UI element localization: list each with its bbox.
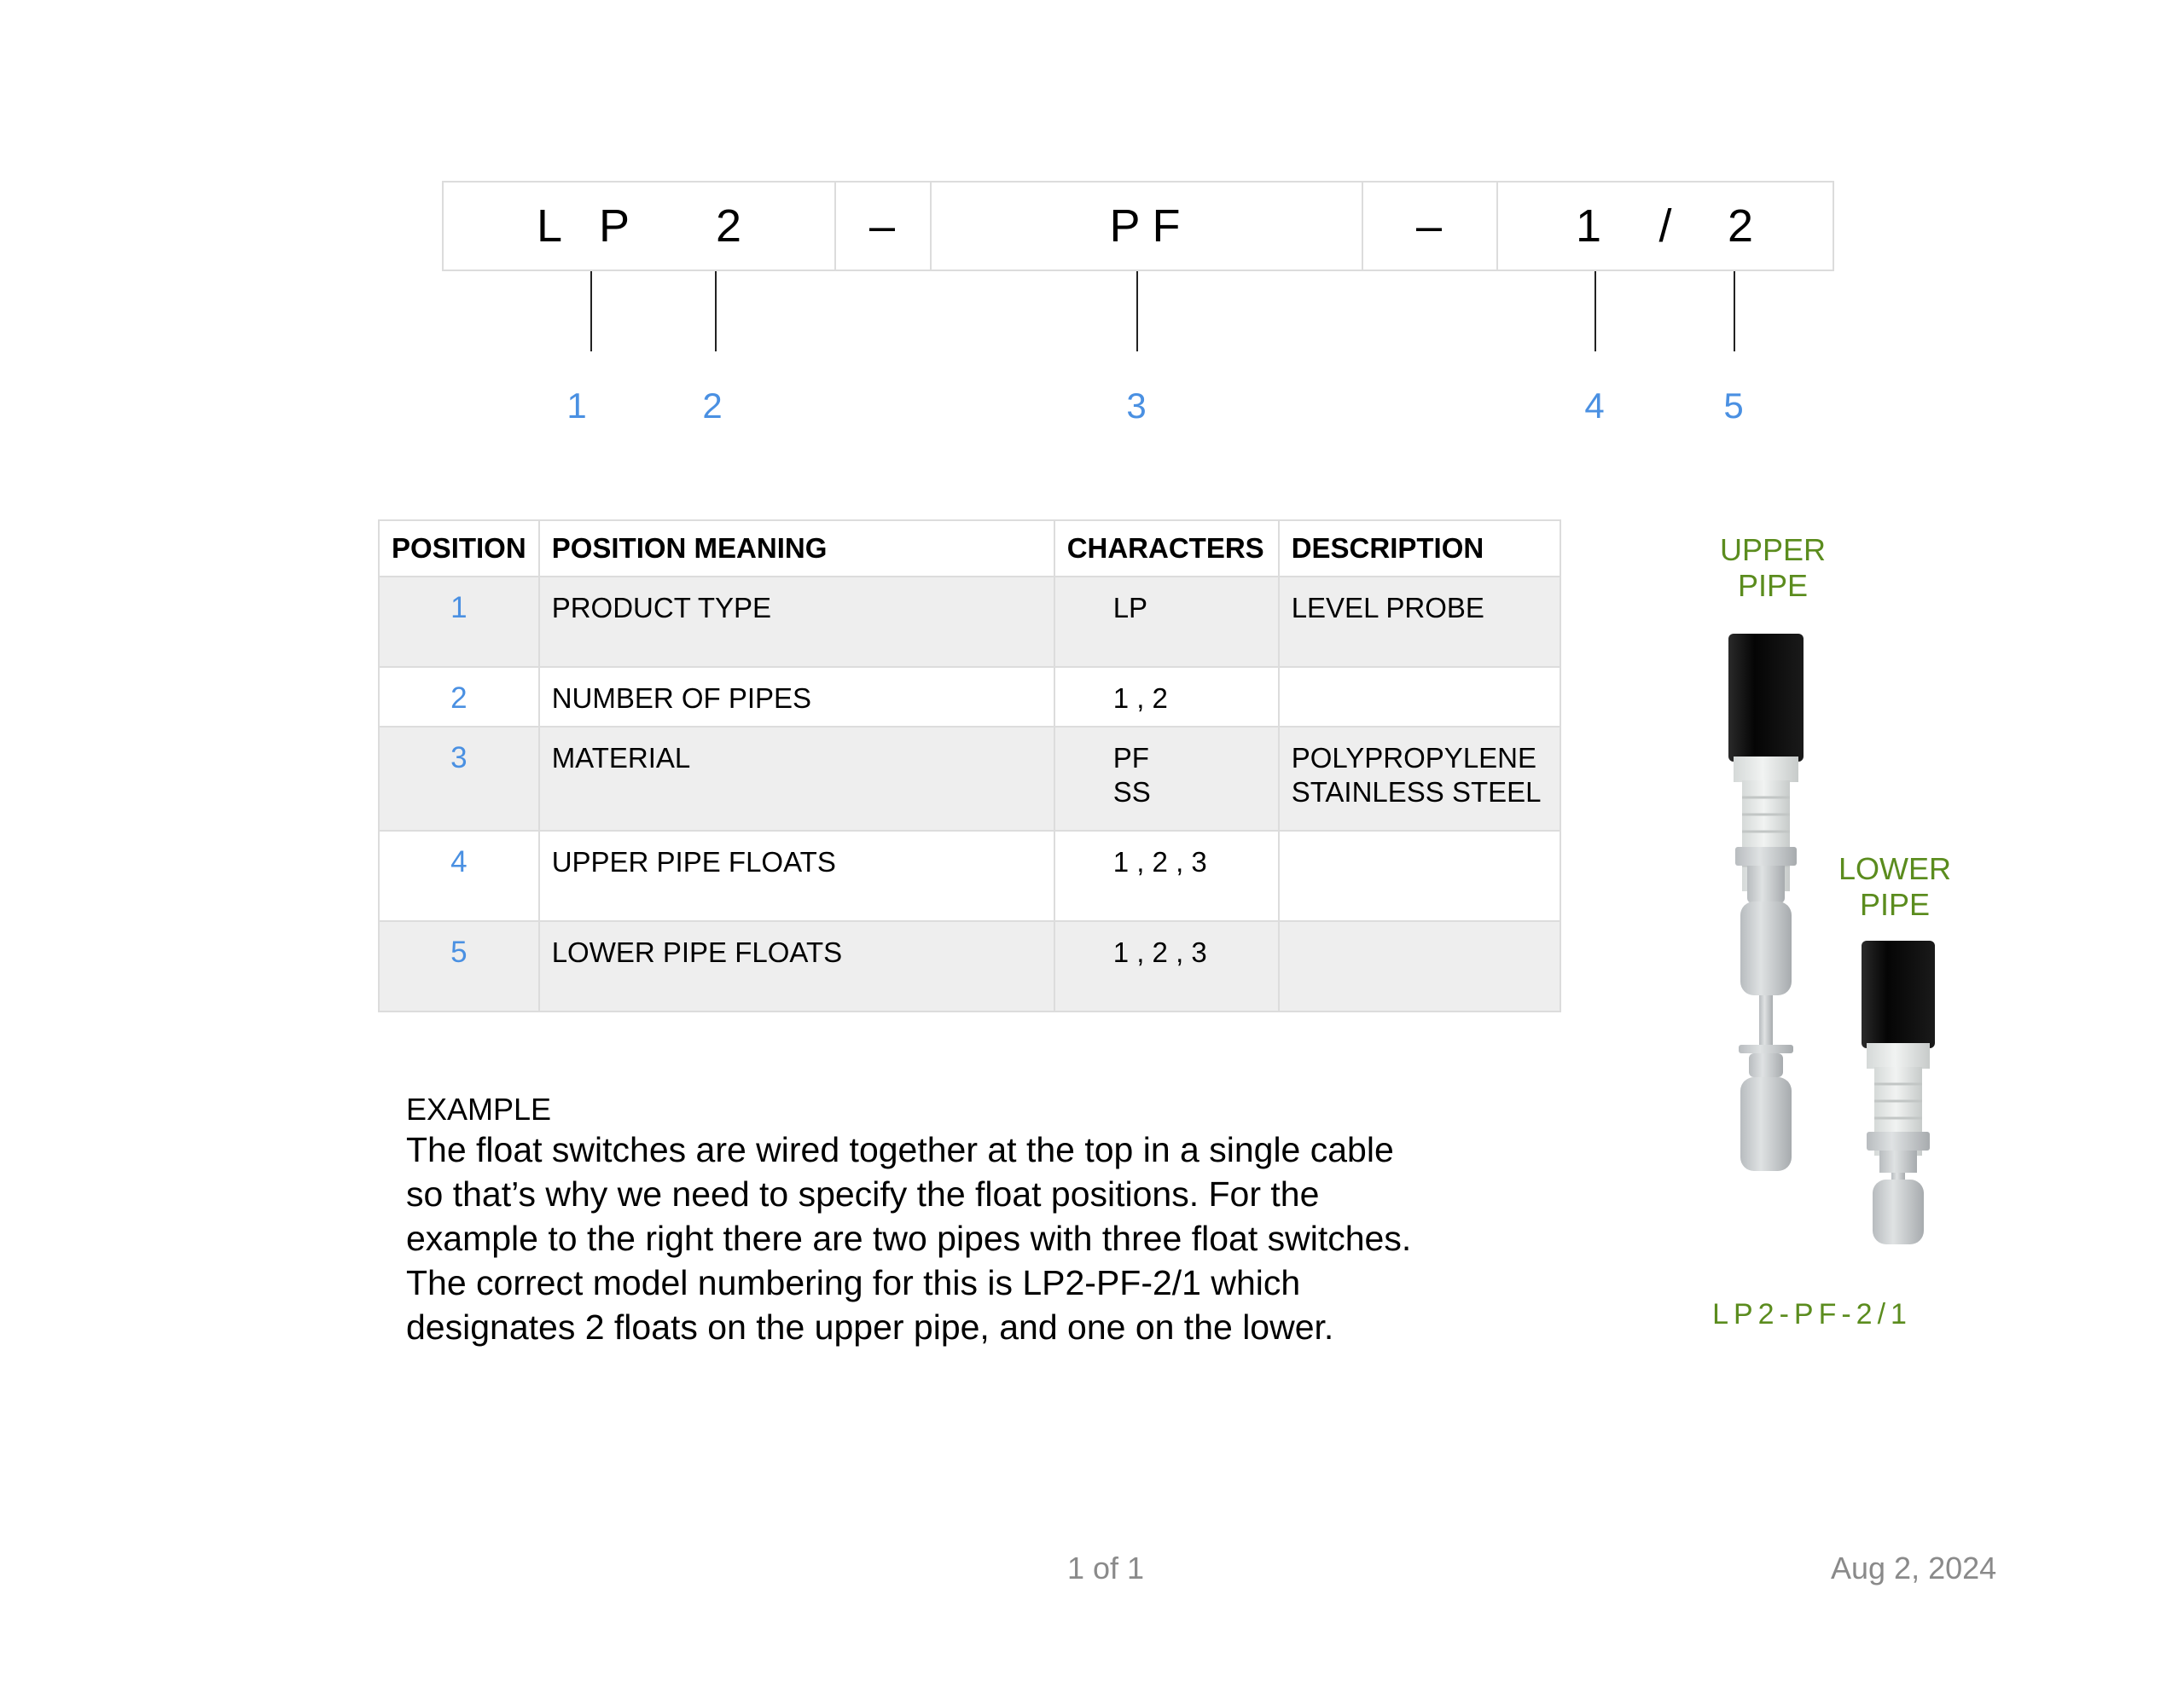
label-line: LOWER <box>1838 851 1952 886</box>
row-meaning: UPPER PIPE FLOATS <box>539 831 1054 921</box>
row-description <box>1279 577 1560 667</box>
example-heading: EXAMPLE <box>406 1092 552 1127</box>
code-dash: – <box>1415 200 1443 252</box>
row-position: 4 <box>379 831 539 921</box>
header-characters: CHARACTERS <box>1054 520 1279 577</box>
code-char-p: P <box>598 200 630 252</box>
row-meaning: NUMBER OF PIPES <box>539 667 1054 727</box>
table-row <box>379 667 1560 727</box>
code-dash: – <box>868 200 896 252</box>
row-meaning: LOWER PIPE FLOATS <box>539 921 1054 1012</box>
leader-line <box>1136 271 1138 351</box>
row-meaning: MATERIAL <box>539 727 1054 831</box>
position-number: 5 <box>1723 386 1744 426</box>
character-code: 1 , 2 , 3 <box>1112 846 1207 878</box>
row-characters <box>1054 727 1279 831</box>
position-number: 3 <box>1126 386 1147 426</box>
description-text: LEVEL PROBE <box>1291 592 1484 623</box>
page-counter: 1 of 1 <box>1066 1551 1145 1586</box>
table-row <box>379 727 1560 831</box>
description-text: POLYPROPYLENE <box>1291 742 1537 774</box>
row-position: 2 <box>379 667 539 727</box>
code-char-upper-floats: 1 <box>1575 200 1602 252</box>
example-line: designates 2 floats on the upper pipe, and one on the lower. <box>406 1307 1334 1347</box>
example-line: The correct model numbering for this is LP2-PF-2/1 which <box>406 1263 1301 1302</box>
example-line: example to the right there are two pipes with three float switches. <box>406 1219 1412 1258</box>
table-header-row <box>379 520 1560 577</box>
row-description <box>1279 667 1560 727</box>
row-characters <box>1054 667 1279 727</box>
print-date: Aug 2, 2024 <box>1831 1551 1997 1586</box>
row-position: 3 <box>379 727 539 831</box>
model-code-bar <box>442 181 1834 271</box>
example-line: so that’s why we need to specify the float positions. For the <box>406 1174 1320 1214</box>
header-description: DESCRIPTION <box>1279 520 1560 577</box>
table-row <box>379 577 1560 667</box>
code-char-pipes: 2 <box>715 200 742 252</box>
row-description <box>1279 727 1560 831</box>
character-code: PF <box>1112 742 1149 774</box>
label-line: PIPE <box>1737 568 1809 603</box>
row-characters <box>1054 921 1279 1012</box>
lower-probe <box>1862 941 1935 1244</box>
example-model-label: LP2-PF-2/1 <box>1712 1298 1912 1330</box>
leader-line <box>590 271 592 351</box>
example-body <box>406 1128 1515 1349</box>
leader-line <box>1734 271 1735 351</box>
character-code: 1 , 2 <box>1112 682 1168 714</box>
row-description <box>1279 831 1560 921</box>
label-line: UPPER <box>1719 532 1827 567</box>
code-divider <box>834 183 836 270</box>
row-characters <box>1054 831 1279 921</box>
leader-line <box>715 271 717 351</box>
position-number: 4 <box>1584 386 1605 426</box>
header-meaning: POSITION MEANING <box>539 520 1054 577</box>
character-code: 1 , 2 , 3 <box>1112 936 1207 968</box>
row-description <box>1279 921 1560 1012</box>
leader-line <box>1594 271 1596 351</box>
position-number: 1 <box>566 386 587 426</box>
character-code: SS <box>1112 776 1151 808</box>
table-row <box>379 921 1560 1012</box>
level-probe-image <box>1698 627 1971 1249</box>
code-char-lower-floats: 2 <box>1727 200 1754 252</box>
row-meaning: PRODUCT TYPE <box>539 577 1054 667</box>
row-position: 1 <box>379 577 539 667</box>
header-position: POSITION <box>379 520 539 577</box>
upper-pipe-label <box>1720 532 1826 604</box>
code-divider <box>1362 183 1363 270</box>
row-characters <box>1054 577 1279 667</box>
example-line: The float switches are wired together at the top in a single cable <box>406 1130 1394 1169</box>
upper-probe <box>1728 634 1804 1171</box>
description-text: STAINLESS STEEL <box>1291 776 1542 808</box>
code-slash: / <box>1658 200 1672 252</box>
code-divider <box>1496 183 1498 270</box>
code-divider <box>930 183 932 270</box>
label-line: PIPE <box>1859 887 1931 922</box>
code-char-l: L <box>536 200 563 252</box>
position-number: 2 <box>702 386 723 426</box>
table-row <box>379 831 1560 921</box>
code-char-material: P F <box>1109 200 1181 252</box>
row-position: 5 <box>379 921 539 1012</box>
character-code: LP <box>1112 592 1148 623</box>
spec-table <box>378 519 1561 1012</box>
